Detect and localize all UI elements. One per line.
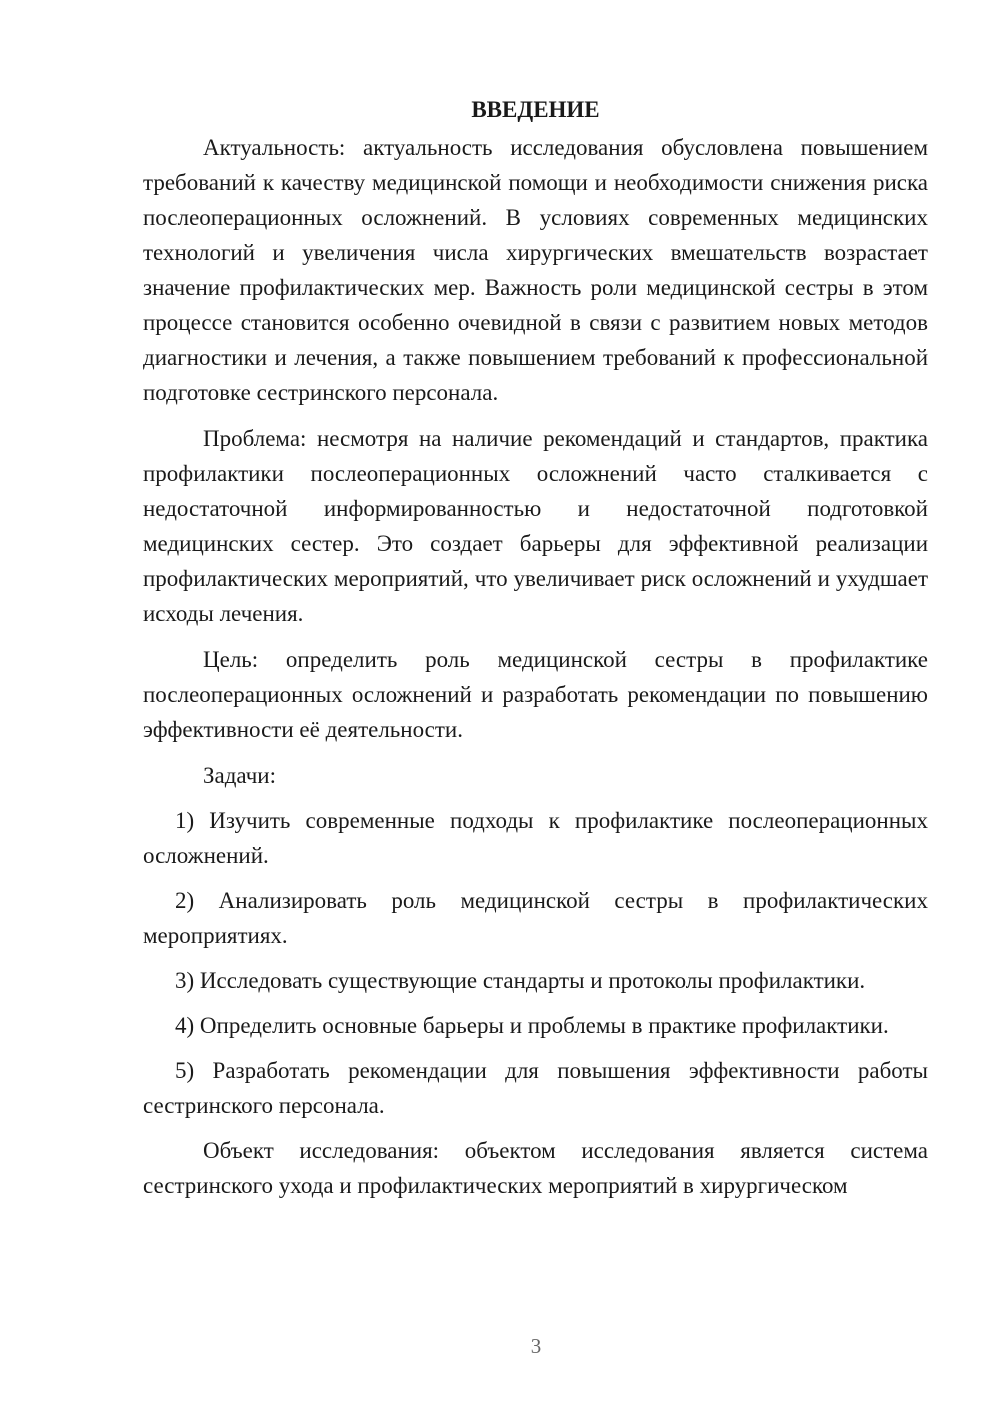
tasks-heading: Задачи: xyxy=(203,763,276,788)
task-item-5: 5) Разработать рекомендации для повышения эффективности работы сестринского персонала. xyxy=(143,1058,928,1118)
task-item-4: 4) Определить основные барьеры и проблемы в практике профилактики. xyxy=(175,1013,889,1038)
paragraph-relevance: Актуальность: актуальность исследования обусловлена повышением требований к качеству медицинской помощи и необходимости снижения риска послеоперационных осложнений. В условиях современных медицинских технологий и увеличения числа хирургических вмешательств возрастает значение профилактических мер. Важность роли медицинской сестры в этом процессе становится особенно очевидной в связи с развитием новых методов диагностики и лечения, а также повышением требований к профессиональной подготовке сестринского персонала. xyxy=(143,135,928,405)
page-number: 3 xyxy=(530,1334,542,1358)
task-item-3: 3) Исследовать существующие стандарты и протоколы профилактики. xyxy=(175,968,866,993)
paragraph-object: Объект исследования: объектом исследования является система сестринского ухода и профилактических мероприятий в хирургическом xyxy=(143,1138,928,1198)
page-content xyxy=(143,92,928,1214)
task-item-1: 1) Изучить современные подходы к профилактике послеоперационных осложнений. xyxy=(143,808,928,868)
task-item-2: 2) Анализировать роль медицинской сестры в профилактических мероприятиях. xyxy=(143,888,928,948)
paragraph-goal: Цель: определить роль медицинской сестры в профилактике послеоперационных осложнений и разработать рекомендации по повышению эффективности её деятельности. xyxy=(143,647,928,742)
section-title: ВВЕДЕНИЕ xyxy=(471,97,600,122)
paragraph-problem: Проблема: несмотря на наличие рекомендаций и стандартов, практика профилактики послеоперационных осложнений часто сталкивается с недостаточной информированностью и недостаточной подготовкой медицинских сестер. Это создает барьеры для эффективной реализации профилактических мероприятий, что увеличивает риск осложнений и ухудшает исходы лечения. xyxy=(143,426,928,626)
